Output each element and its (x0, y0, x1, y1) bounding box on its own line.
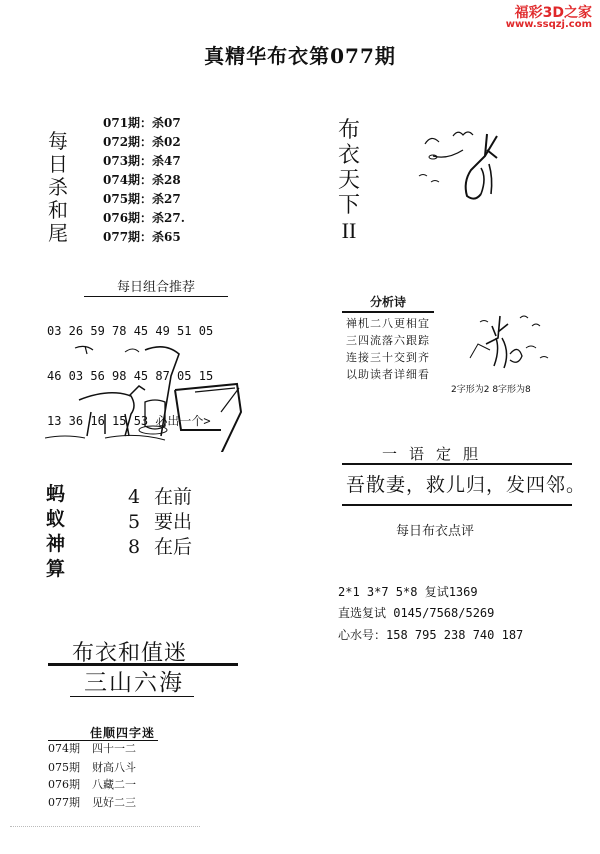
ant-text: 在前 (154, 486, 193, 508)
ant-text: 在后 (154, 536, 193, 558)
ant-row (128, 532, 192, 559)
kill-item: 071期：杀07 (103, 116, 181, 130)
buyi-char: 下 (338, 193, 361, 218)
ant-number: 8 (128, 536, 141, 558)
bird-tree-illustration (415, 124, 510, 209)
sum-riddle-title: 布衣和值迷 (72, 641, 188, 666)
faint-footer-rule (10, 826, 200, 827)
shape-note: 2字形为2 8字形为8 (451, 385, 531, 395)
kill-item: 074期：杀28 (103, 173, 181, 187)
farm-sketch-illustration (45, 342, 250, 452)
combo-title: 每日组合推荐 (84, 276, 228, 297)
poem-line: 以助读者详细看 (346, 368, 430, 381)
analysis-poem (334, 293, 442, 383)
riddle-period: 074期 (48, 742, 80, 755)
sum-riddle-answer: 三山六海 (84, 670, 184, 696)
riddle-period: 075期 (48, 761, 80, 774)
riddle-text: 四十一二 (92, 742, 136, 755)
buyi-char: 布 (338, 118, 361, 143)
kill-item: 072期：杀02 (103, 135, 181, 149)
daily-kill-char: 每 (48, 129, 68, 153)
combo-row: 03 26 59 78 45 49 51 05 (47, 324, 214, 338)
riddle-text: 见好二三 (92, 796, 136, 809)
riddle-period: 076期 (48, 778, 80, 791)
riddle-text: 八藏二一 (92, 778, 136, 791)
combo-row: 13 36 16 15 53 必出一个> (47, 414, 211, 428)
riddle-row (48, 741, 136, 757)
kill-item: 077期：杀65 (103, 230, 181, 244)
ant-char: 算 (46, 558, 66, 580)
ant-row (128, 482, 192, 509)
ant-char: 蚂 (46, 483, 66, 505)
daily-kill-list (103, 114, 185, 247)
small-tree-illustration (466, 308, 566, 378)
yiyu-text: 吾散妻，救儿归，发四邻。 (346, 474, 587, 496)
buyi-char: 天 (338, 168, 361, 193)
riddle-period: 077期 (48, 796, 80, 809)
poem-line: 禅机二八更相宜 (346, 317, 430, 330)
riddle-title: 佳顺四字迷 (90, 726, 156, 740)
buyi-char: II (341, 218, 357, 243)
page-title: 真精华布衣第077期 (204, 44, 396, 68)
buyi-label (338, 118, 360, 243)
ant-label (46, 482, 65, 582)
daily-kill-char: 杀 (48, 175, 68, 199)
comment-line: 2*1 3*7 5*8 复试1369 (338, 585, 478, 599)
poem-line: 连接三十交到齐 (346, 351, 430, 364)
watermark-url: www.ssqzj.com (505, 19, 592, 30)
poem-line: 三四流落六跟踪 (346, 334, 430, 347)
ant-text: 要出 (154, 511, 193, 533)
divider (342, 463, 572, 465)
ant-number: 5 (128, 511, 141, 533)
yiyu-title: 一语定胆 (382, 445, 491, 463)
ant-row (128, 507, 192, 534)
divider (342, 504, 572, 506)
ant-number: 4 (128, 486, 141, 508)
divider (70, 696, 194, 697)
daily-kill-label (48, 130, 68, 245)
daily-kill-char: 日 (48, 152, 68, 176)
riddle-text: 财高八斗 (92, 761, 136, 774)
kill-item: 073期：杀47 (103, 154, 181, 168)
ant-char: 神 (46, 533, 66, 555)
poem-title: 分析诗 (342, 293, 434, 313)
combo-row: 46 03 56 98 45 87 05 15 (47, 369, 214, 383)
ant-char: 蚁 (46, 508, 66, 530)
watermark-brand: 福彩3D之家 (514, 5, 592, 21)
comment-line: 心水号：158 795 238 740 187 (338, 628, 524, 642)
comment-line: 直选复试 0145/7568/5269 (338, 606, 495, 620)
riddle-row (48, 795, 136, 811)
riddle-row (48, 760, 136, 776)
daily-kill-char: 和 (48, 198, 68, 222)
daily-kill-char: 尾 (48, 221, 68, 245)
kill-item: 076期：杀27. (103, 211, 185, 225)
buyi-char: 衣 (338, 143, 361, 168)
kill-item: 075期：杀27 (103, 192, 181, 206)
comment-title: 每日布衣点评 (396, 524, 475, 539)
riddle-row (48, 777, 136, 793)
